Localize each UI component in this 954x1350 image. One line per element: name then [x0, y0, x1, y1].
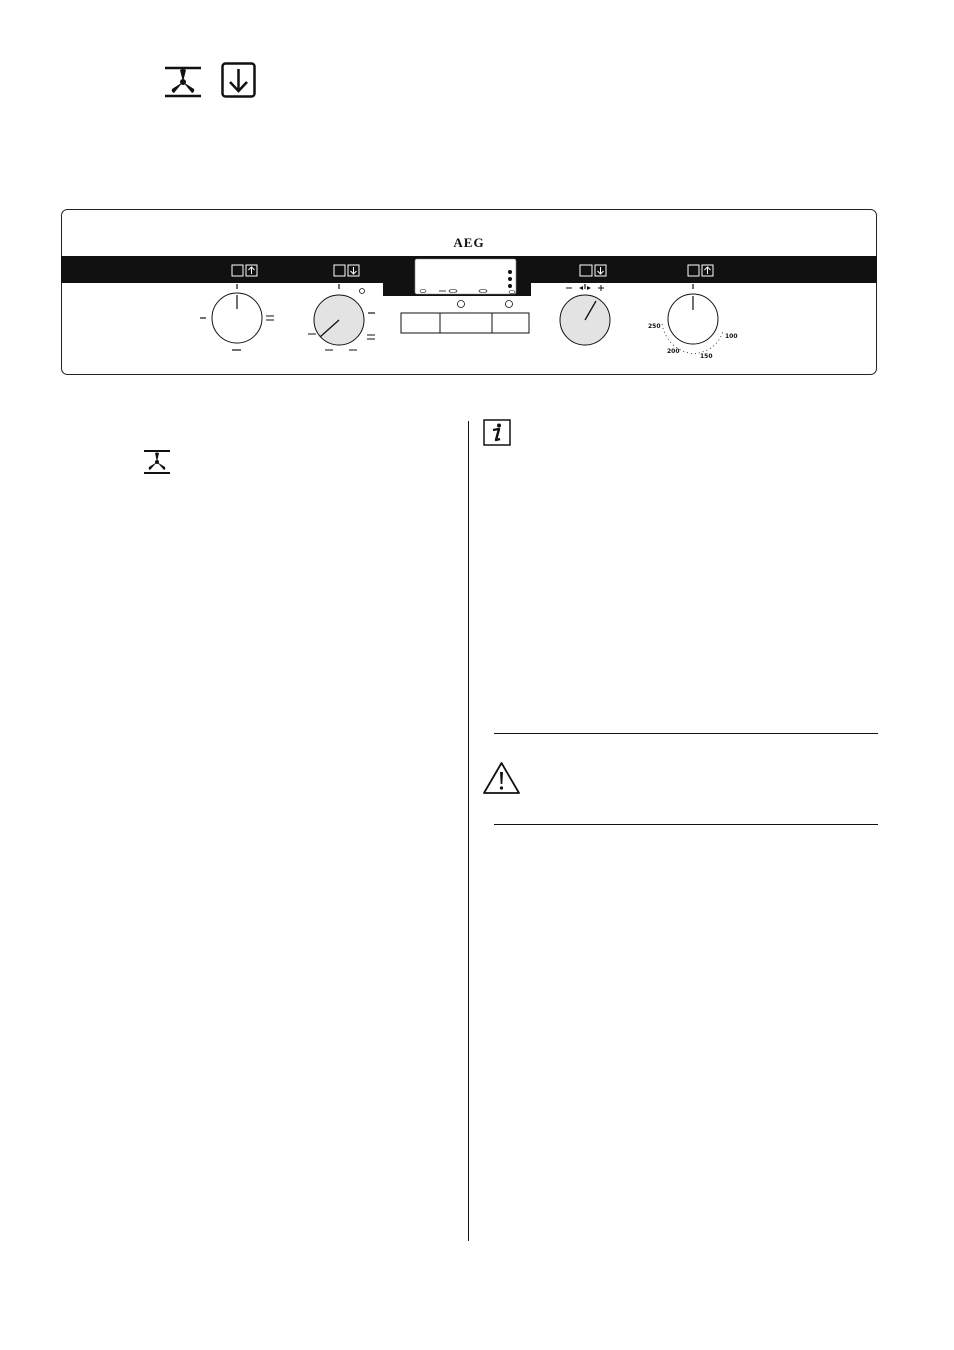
fan-symbol-icon	[143, 449, 171, 475]
fan-symbol-icon	[164, 65, 202, 99]
temp-label-100: 100	[725, 333, 738, 340]
timer-button-right[interactable]	[492, 313, 529, 333]
oven-knob-1[interactable]	[212, 293, 262, 343]
control-panel	[61, 209, 877, 375]
warning-bottom-rule	[494, 824, 878, 825]
arrow-down-box-icon	[221, 62, 256, 98]
warning-triangle-icon	[482, 761, 521, 795]
info-icon	[483, 419, 511, 446]
brand-logo: AEG	[453, 235, 485, 250]
temperature-knob[interactable]	[668, 294, 718, 344]
warning-top-rule	[494, 733, 878, 734]
column-divider	[468, 421, 469, 1241]
timer-button-middle[interactable]	[440, 313, 492, 333]
function-selector-knob[interactable]	[314, 295, 364, 345]
temp-label-200: 200	[667, 348, 680, 355]
temp-label-250: 250	[648, 323, 661, 330]
adjust-knob[interactable]	[560, 295, 610, 345]
temp-label-150: 150	[700, 353, 713, 360]
timer-button-left[interactable]	[401, 313, 440, 333]
